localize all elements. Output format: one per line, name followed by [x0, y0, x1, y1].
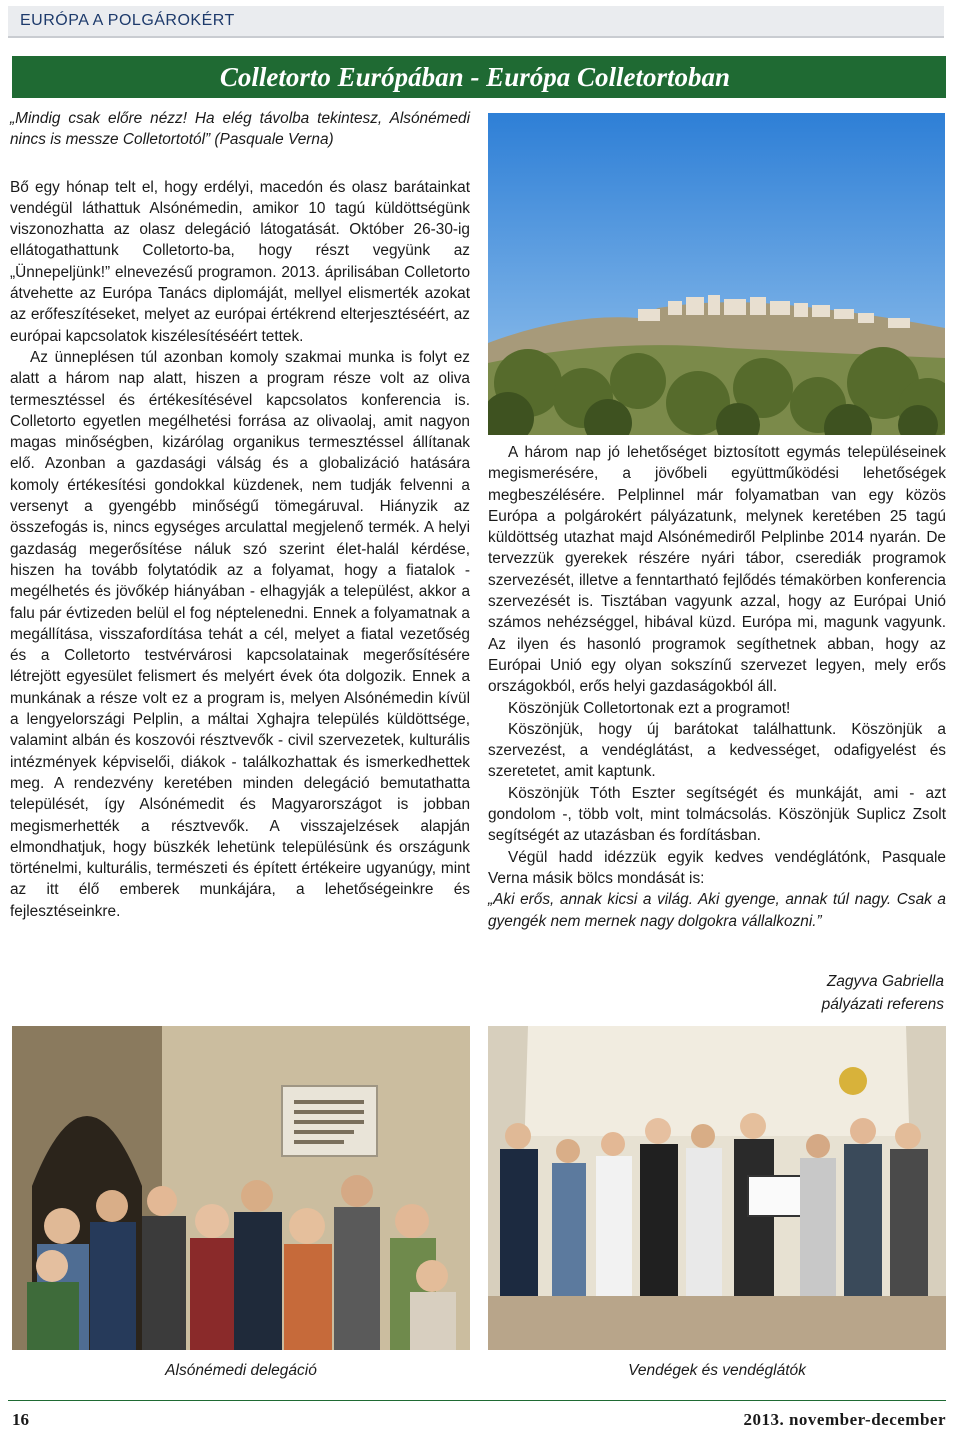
paragraph: Az ünneplésen túl azonban komoly szakmai munka is folyt ez alatt a három nap alatt, hiszen a program része volt az oliva termesztéssel és értékesítésével kapcsolatos konferencia is. Colletorto egyetlen megélhetési forrása az olivaolaj, amit nagyon magas minőségben, kizárólag organikus termesztéssel állítanak elő. Azonban a gazdasági válság és a globalizáció hatására komoly értékesítési gondokkal küzdenek, nem tudják felvenni a versenyt a gyengébb minőségű tömegáruval. Hiányzik az összefogás is, nincs egységes arculattal megjelenő termék. A helyi gazdaság megerősítése náluk szó szerint élet-halál kérdése, hiszen ha tovább folytatódik az a folyamat, hogy a fiatalok - megélhetés és jövőkép hiányában - elhagyják a települést, akkor a falu pár évtizeden belül el fog néptelenedni. Ennek a folyamatnak a megállítása, visszafordítása tehát a cél, melyet a fiatal vezetőség és a Colletorto testvérvárosi kapcsolatainak megerősítésére létrejött egyesület felismert és melyért évek óta dolgozik. Ennek a munkának a része volt ez a program is, melyen Alsónémedin kívül a lengyelországi Pelplin, a máltai Xghajra település küldöttsége, valamint albán és koszovói résztvevők - civil szervezetek, kulturális intézmények képviselői, diákok - találkozhattak és ismerkedhettek meg. A rendezvény keretében minden delegáció bemutathatta települését, így Alsónémedit és Magyarországot is jobban megismerhették a résztvevők. A visszajelzések alapján elmondhatjuk, hogy büszkék lehetünk településünk és országunk történelmi, kulturális, természeti és épített értékeire ugyanúgy, mint az itt élő emberek munkájára, a lehetőségeinkre és fejlesztéseinkre.: [10, 348, 470, 920]
author-role: pályázati referens: [821, 996, 944, 1013]
article-title-bar: [12, 56, 946, 98]
paragraph: Köszönjük Tóth Eszter segítségét és munkáját, ami - azt gondolom -, több volt, mint tolmácsolás. Köszönjük Suplicz Zsolt segítségét az utazásban és fordításban.: [488, 784, 946, 845]
caption-delegation: Alsónémedi delegáció: [165, 1362, 317, 1379]
paragraph: Köszönjük Colletortonak ezt a programot!: [508, 699, 791, 717]
right-column: [488, 442, 946, 932]
delegation-photo: [12, 1026, 470, 1350]
article-title: Colletorto Európában - Európa Colletortoban: [219, 62, 730, 92]
paragraph: A három nap jó lehetőséget biztosított egymás településeinek megismerésére, a jövőbeli együttműködési lehetőségek megbeszélésére. Pelplinnel már folyamatban van egy közös Európa a polgárokért pályázatunk, melynek keretében 25 tagú küldöttség utazhat majd Alsónémediről Pelplinbe 2014 nyarán. De tervezzük gyerekek részére nyári tábor, cserediák programok szervezését, illetve a fenntartható fejlődés témakörben konferencia szervezését is. Tisztában vagyunk azzal, hogy az Európai Unió számos nehézséggel, hibával küzd. Európa mi, magunk vagyunk. Az ilyen és hasonló programok segíthetnek abban, hogy az Európai Unió egy olyan sokszínű szervezet legyen, mely erős országokból, erős helyi gazdaságokból áll.: [488, 444, 946, 696]
paragraph: Végül hadd idézzük egyik kedves vendéglátónk, Pasquale Verna másik bölcs mondását is:: [488, 848, 946, 887]
section-header: [8, 6, 944, 38]
guests-photo: [488, 1026, 946, 1350]
left-column: [10, 108, 470, 922]
issue-date: 2013. november-december: [743, 1410, 946, 1429]
author-name: Zagyva Gabriella: [826, 973, 944, 990]
section-title: EURÓPA A POLGÁROKÉRT: [20, 12, 235, 29]
page-number: 16: [12, 1410, 29, 1429]
signature: [822, 970, 944, 1016]
closing-quote: „Aki erős, annak kicsi a világ. Aki gyenge, annak túl nagy. Csak a gyengék nem mernek nagy dolgokra vállalkozni.”: [488, 891, 946, 930]
paragraph: Köszönjük, hogy új barátokat találhattunk. Köszönjük a szervezést, a vendéglátást, a kedvességet, odafigyelést és szeretetet, amit kaptunk.: [488, 720, 946, 781]
landscape-photo: [488, 113, 945, 435]
footer-rule: [8, 1400, 946, 1401]
caption-guests: Vendégek és vendéglátók: [628, 1362, 806, 1379]
paragraph: Bő egy hónap telt el, hogy erdélyi, macedón és olasz barátainkat vendégül láthattuk Alsónémedin, amikor 10 tagú küldöttségünk viszonozhatta az olasz delegáció látogatását. Október 26-30-ig ellátogathattunk Colletorto-ba, hogy részt vegyünk az „Ünnepeljünk!” elnevezésű programon. 2013. áprilisában Colletorto átvehette az Európa Tanács diplomáját, mellyel elismerték azokat az erőfeszítéseket, melyet az európai értékrend elterjesztéséért, az európai kapcsolatok kiszélesítéséért tettek.: [10, 178, 470, 345]
opening-quote: „Mindig csak előre nézz! Ha elég távolba tekintesz, Alsónémedi nincs is messze Colletortotól” (Pasquale Verna): [10, 110, 470, 149]
